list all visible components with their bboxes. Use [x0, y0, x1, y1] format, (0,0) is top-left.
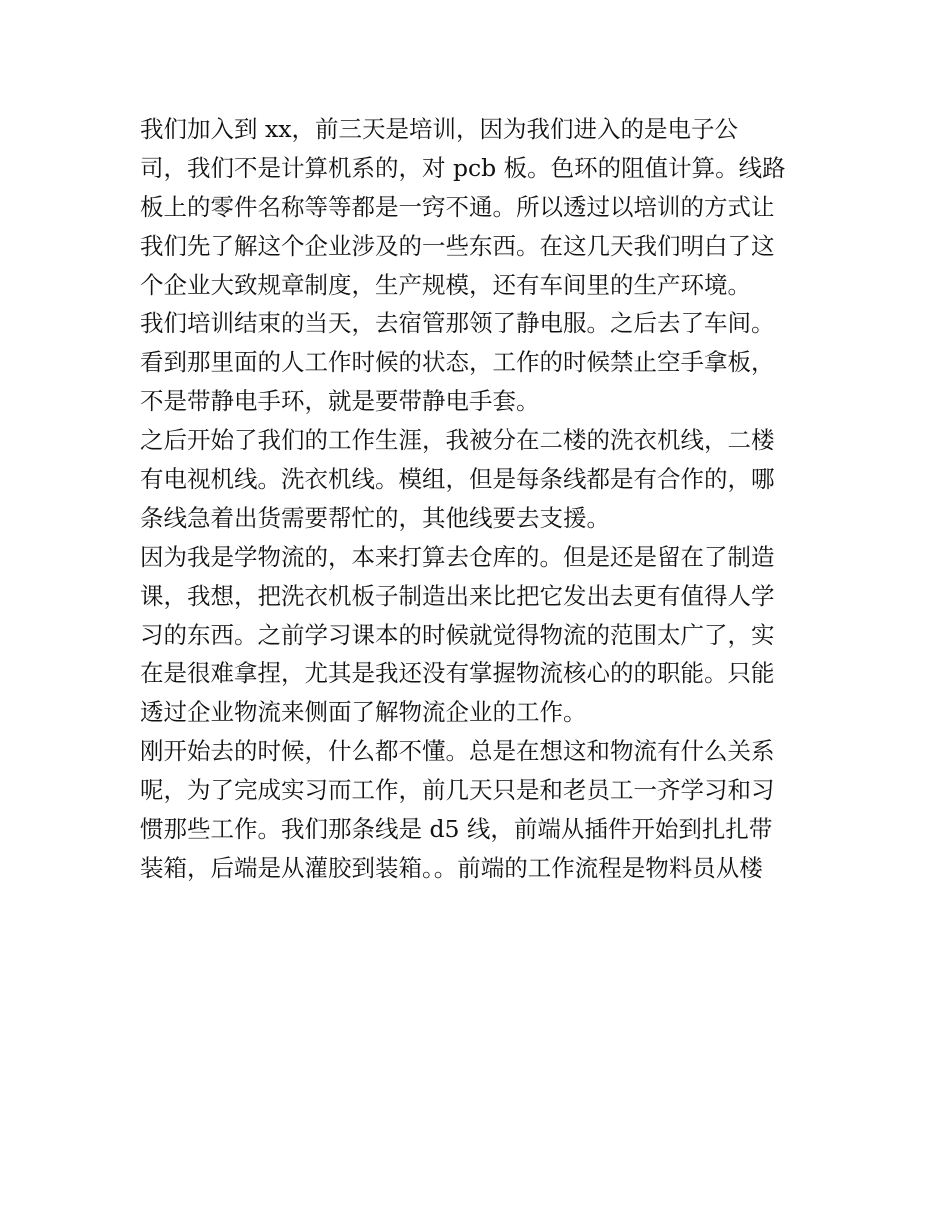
text-line: 我们先了解这个企业涉及的一些东西。在这几天我们明白了这	[140, 231, 775, 260]
text-line: 因为我是学物流的，本来打算去仓库的。但是还是留在了制造	[140, 542, 775, 571]
body-text	[140, 110, 820, 888]
text-line: 有电视机线。洗衣机线。模组，但是每条线都是有合作的，哪	[140, 465, 775, 494]
text-line: 装箱，后端是从灌胶到装箱。。前端的工作流程是物料员从楼	[140, 853, 763, 882]
text-line: 呢，为了完成实习而工作，前几天只是和老员工一齐学习和习	[140, 776, 775, 805]
text-line: 课，我想，把洗衣机板子制造出来比把它发出去更有值得人学	[140, 581, 775, 610]
text-line: 在是很难拿捏，尤其是我还没有掌握物流核心的的职能。只能	[140, 659, 775, 688]
text-line: 之后开始了我们的工作生涯，我被分在二楼的洗衣机线，二楼	[140, 426, 775, 455]
text-line: 我们加入到 xx，前三天是培训，因为我们进入的是电子公	[140, 115, 738, 143]
text-line: 我们培训结束的当天，去宿管那领了静电服。之后去了车间。	[140, 309, 775, 338]
text-line: 习的东西。之前学习课本的时候就觉得物流的范围太广了，实	[140, 620, 775, 649]
text-line: 透过企业物流来侧面了解物流企业的工作。	[140, 698, 587, 727]
text-line: 个企业大致规章制度，生产规模，还有车间里的生产环境。	[140, 270, 751, 299]
text-line: 刚开始去的时候，什么都不懂。总是在想这和物流有什么关系	[140, 737, 775, 766]
text-line: 条线急着出货需要帮忙的，其他线要去支援。	[140, 503, 610, 532]
text-line: 不是带静电手环，就是要带静电手套。	[140, 387, 540, 416]
text-line: 板上的零件名称等等都是一窍不通。所以透过以培训的方式让	[140, 192, 775, 221]
text-line: 司，我们不是计算机系的，对 pcb 板。色环的阻值计算。线路	[140, 153, 786, 182]
text-line: 惯那些工作。我们那条线是 d5 线，前端从插件开始到扎扎带	[140, 815, 773, 844]
text-line: 看到那里面的人工作时候的状态，工作的时候禁止空手拿板，	[140, 348, 775, 377]
